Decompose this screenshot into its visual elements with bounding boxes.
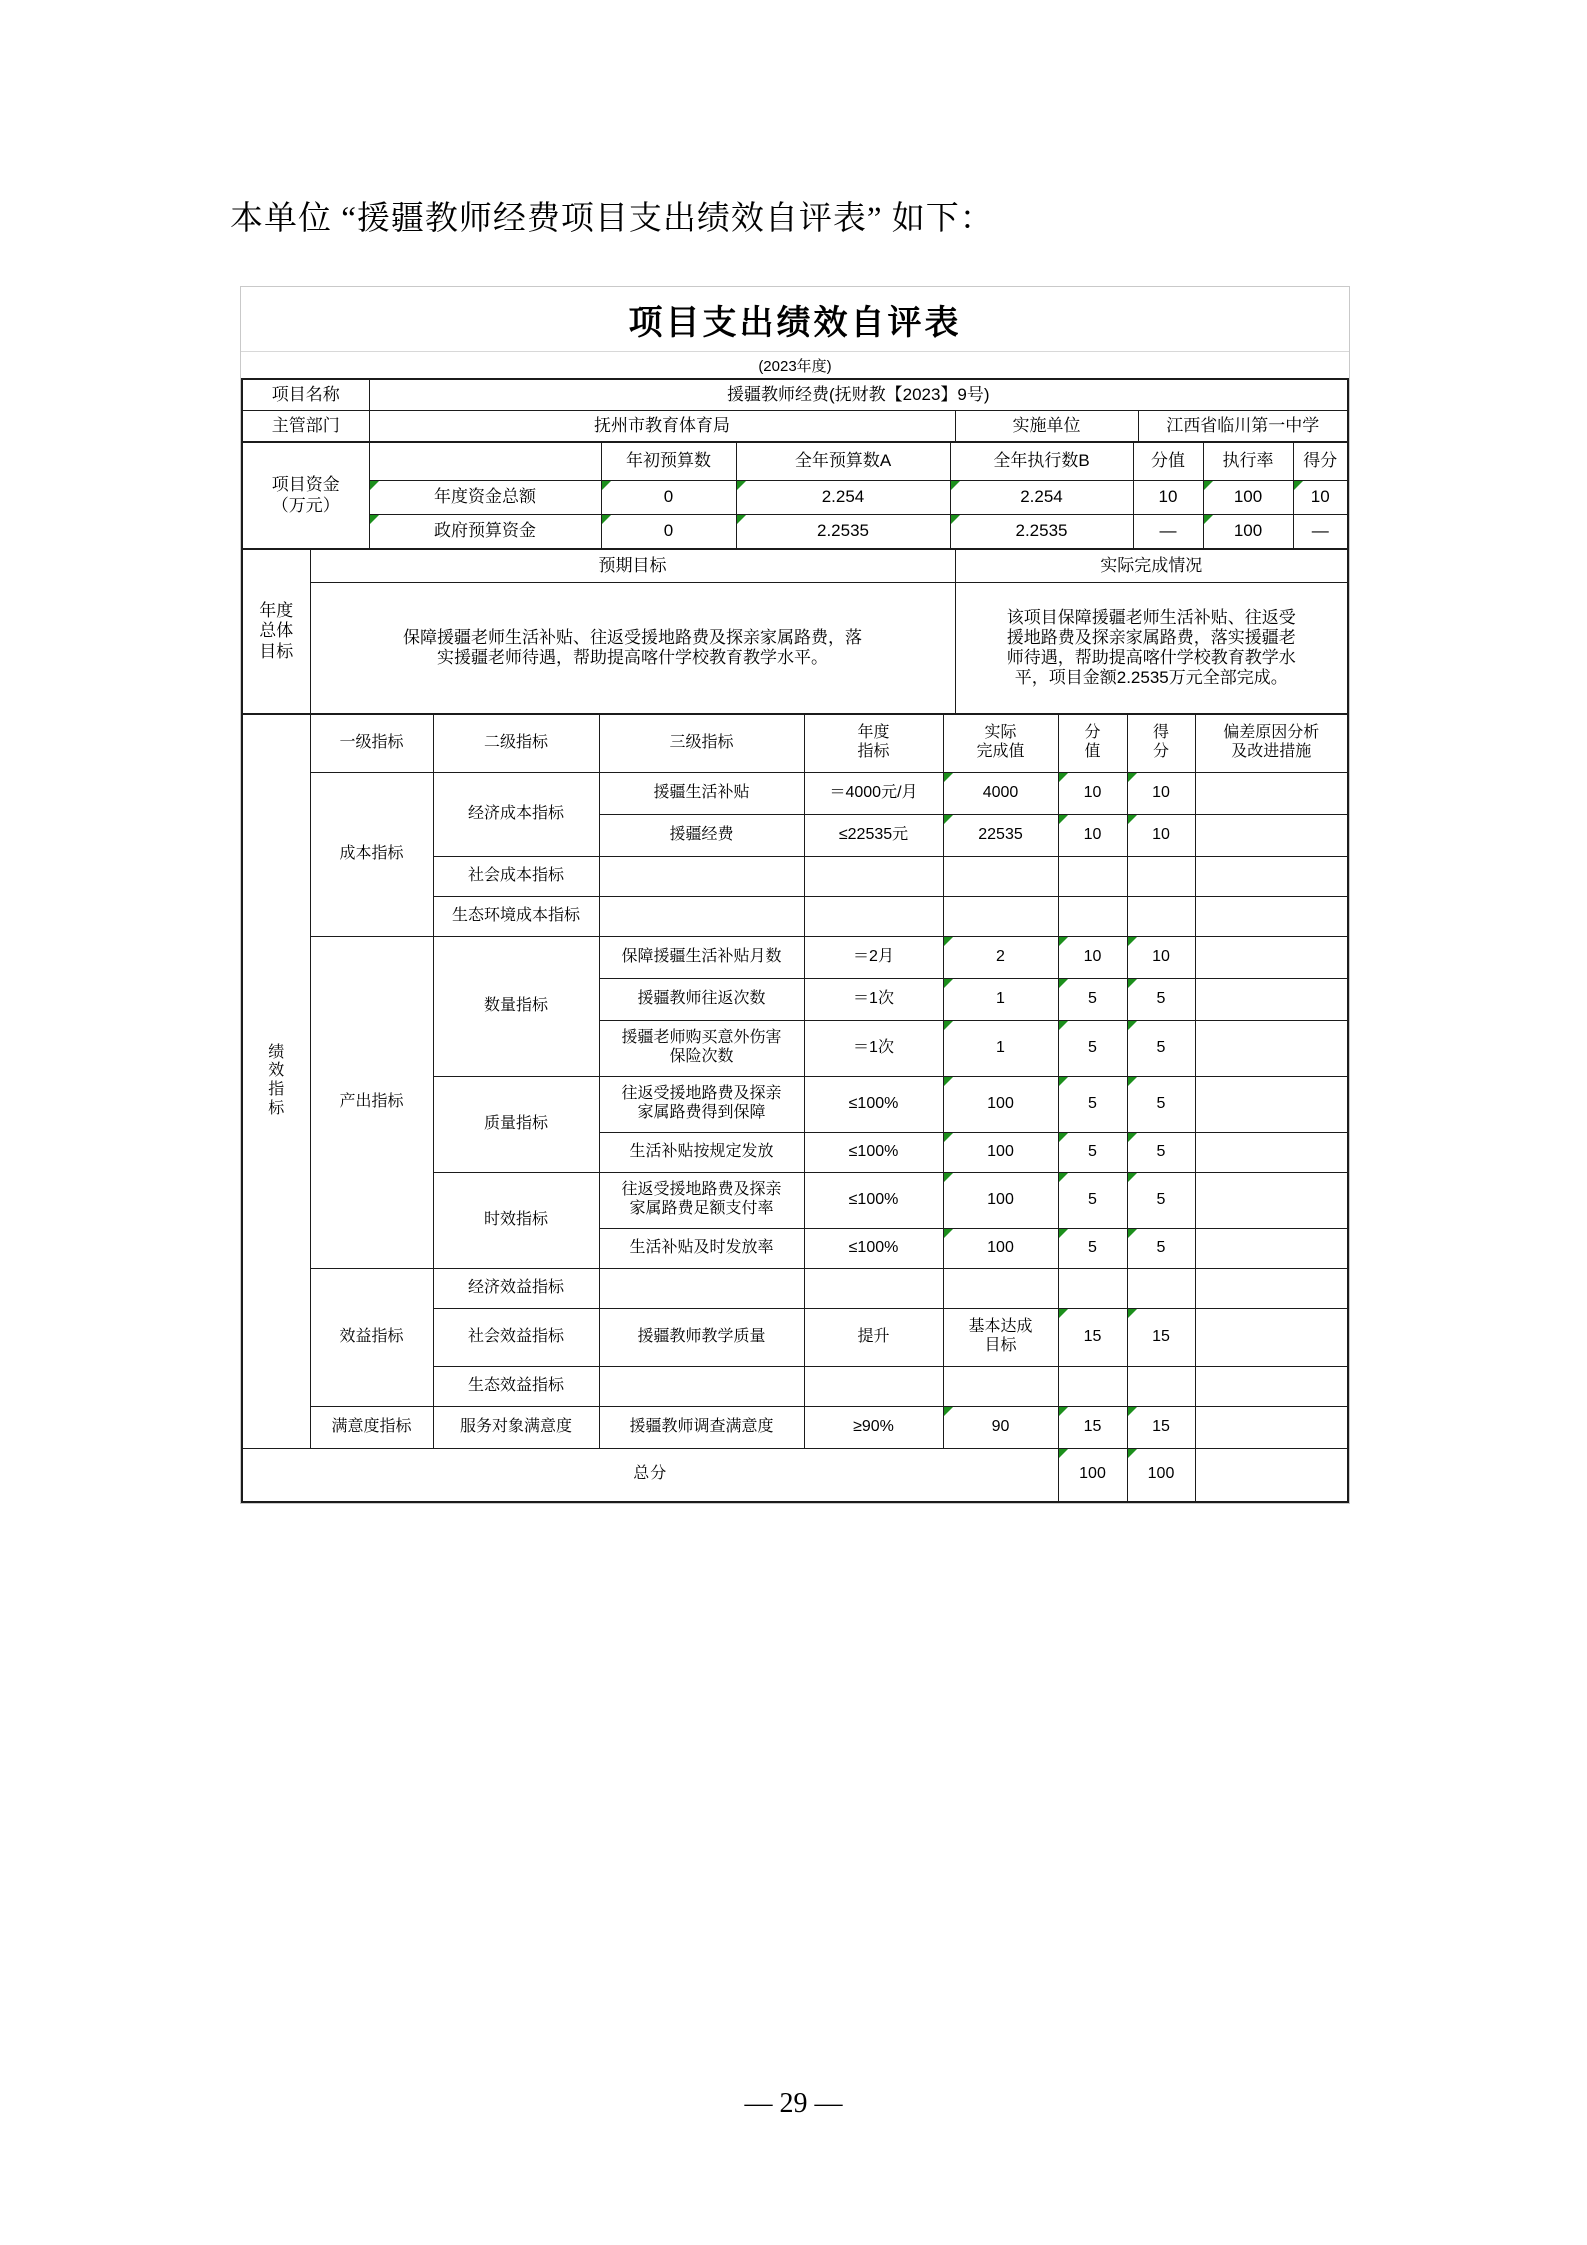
- excel-flag-icon: [1128, 1407, 1137, 1416]
- table-cell: 实际 完成值: [943, 714, 1058, 772]
- table-row: [242, 379, 1348, 410]
- table-cell: 5: [1127, 1020, 1195, 1076]
- table-cell: 5: [1127, 1076, 1195, 1132]
- table-cell: 生活补贴按规定发放: [599, 1132, 804, 1172]
- table-cell: [369, 442, 601, 480]
- table-cell: 预期目标: [310, 549, 955, 582]
- excel-flag-icon: [944, 1021, 953, 1030]
- excel-flag-icon: [1204, 481, 1213, 490]
- table-cell: 得分: [1293, 442, 1348, 480]
- excel-flag-icon: [944, 1229, 953, 1238]
- table-cell: [943, 856, 1058, 896]
- table-cell: 10: [1127, 814, 1195, 856]
- table-cell: 2.2535: [736, 514, 950, 549]
- excel-flag-icon: [1128, 1449, 1137, 1458]
- table-cell: 10: [1293, 480, 1348, 514]
- table-cell: 2.254: [736, 480, 950, 514]
- self-evaluation-table: [240, 286, 1350, 1504]
- table-cell: ≥90%: [804, 1406, 943, 1448]
- annual-goal-table: [241, 548, 1349, 715]
- table-cell: 15: [1058, 1308, 1127, 1366]
- table-cell: 得 分: [1127, 714, 1195, 772]
- info-table: [241, 378, 1349, 443]
- table-cell: 效益指标: [310, 1268, 433, 1406]
- table-cell: 100: [1203, 514, 1293, 549]
- table-cell: [1195, 1020, 1348, 1076]
- table-cell: 5: [1058, 1172, 1127, 1228]
- table-row: [242, 442, 1348, 480]
- table-cell: [1195, 978, 1348, 1020]
- table-cell: [1195, 1366, 1348, 1406]
- table-cell: ≤100%: [804, 1172, 943, 1228]
- table-cell: 5: [1127, 978, 1195, 1020]
- table-cell: [1195, 856, 1348, 896]
- table-cell: —: [1133, 514, 1203, 549]
- excel-flag-icon: [602, 481, 611, 490]
- table-cell: ≤100%: [804, 1076, 943, 1132]
- table-cell: 往返受援地路费及探亲 家属路费足额支付率: [599, 1172, 804, 1228]
- table-cell: [1195, 1076, 1348, 1132]
- excel-flag-icon: [1059, 773, 1068, 782]
- table-row: [242, 714, 1348, 772]
- table-cell: 5: [1127, 1172, 1195, 1228]
- excel-flag-icon: [737, 515, 746, 524]
- table-cell: 2: [943, 936, 1058, 978]
- page-number: — 29 —: [744, 2088, 843, 2119]
- table-cell: [1058, 856, 1127, 896]
- table-cell: 保障援疆老师生活补贴、往返受援地路费及探亲家属路费，落 实援疆老师待遇，帮助提高喀什学校教育教学水平。: [310, 582, 955, 714]
- excel-flag-icon: [1128, 1173, 1137, 1182]
- excel-flag-icon: [944, 1133, 953, 1142]
- excel-flag-icon: [1059, 815, 1068, 824]
- table-cell: —: [1293, 514, 1348, 549]
- table-cell: 往返受援地路费及探亲 家属路费得到保障: [599, 1076, 804, 1132]
- table-cell: 15: [1127, 1406, 1195, 1448]
- table-cell: [804, 1268, 943, 1308]
- table-cell: 0: [601, 514, 736, 549]
- table-cell: [804, 896, 943, 936]
- excel-flag-icon: [1128, 773, 1137, 782]
- table-cell: 100: [1127, 1448, 1195, 1502]
- table-cell: 年度资金总额: [369, 480, 601, 514]
- table-cell: 生态环境成本指标: [433, 896, 599, 936]
- excel-flag-icon: [1128, 1021, 1137, 1030]
- table-cell: 成本指标: [310, 772, 433, 936]
- table-cell: [1195, 936, 1348, 978]
- table-cell: 5: [1058, 1228, 1127, 1268]
- table-row: [242, 514, 1348, 549]
- table-cell: 二级指标: [433, 714, 599, 772]
- table-cell: 提升: [804, 1308, 943, 1366]
- table-cell: 绩 效 指 标: [242, 714, 310, 1448]
- excel-flag-icon: [1128, 979, 1137, 988]
- table-cell: 服务对象满意度: [433, 1406, 599, 1448]
- table-cell: 10: [1058, 936, 1127, 978]
- table-cell: 时效指标: [433, 1172, 599, 1268]
- table-row: [242, 549, 1348, 582]
- table-cell: 10: [1058, 814, 1127, 856]
- excel-flag-icon: [1294, 481, 1303, 490]
- table-cell: 社会成本指标: [433, 856, 599, 896]
- table-cell: 分值: [1133, 442, 1203, 480]
- table-cell: [1127, 1366, 1195, 1406]
- table-cell: 10: [1127, 772, 1195, 814]
- table-row: [242, 480, 1348, 514]
- table-cell: [1127, 1268, 1195, 1308]
- table-cell: 全年预算数A: [736, 442, 950, 480]
- table-cell: 主管部门: [242, 410, 369, 442]
- table-cell: [1058, 1366, 1127, 1406]
- table-cell: ＝2月: [804, 936, 943, 978]
- excel-flag-icon: [944, 1077, 953, 1086]
- funding-table: [241, 441, 1349, 550]
- excel-flag-icon: [1059, 979, 1068, 988]
- table-cell: 2.254: [950, 480, 1133, 514]
- table-cell: [1195, 772, 1348, 814]
- table-cell: 援疆教师往返次数: [599, 978, 804, 1020]
- table-cell: 年初预算数: [601, 442, 736, 480]
- table-cell: 产出指标: [310, 936, 433, 1268]
- table-cell: 全年执行数B: [950, 442, 1133, 480]
- table-cell: 实施单位: [955, 410, 1138, 442]
- table-cell: 分 值: [1058, 714, 1127, 772]
- table-cell: 政府预算资金: [369, 514, 601, 549]
- excel-flag-icon: [944, 1173, 953, 1182]
- excel-flag-icon: [1059, 1407, 1068, 1416]
- table-cell: ≤100%: [804, 1132, 943, 1172]
- table-cell: 总分: [242, 1448, 1058, 1502]
- table-cell: 经济成本指标: [433, 772, 599, 856]
- table-row: [242, 772, 1348, 814]
- table-cell: [1195, 1406, 1348, 1448]
- table-cell: 100: [943, 1228, 1058, 1268]
- excel-flag-icon: [944, 1407, 953, 1416]
- excel-flag-icon: [1059, 1229, 1068, 1238]
- table-cell: 生活补贴及时发放率: [599, 1228, 804, 1268]
- excel-flag-icon: [944, 773, 953, 782]
- table-cell: 15: [1058, 1406, 1127, 1448]
- excel-flag-icon: [1128, 1077, 1137, 1086]
- table-cell: 满意度指标: [310, 1406, 433, 1448]
- table-cell: 保障援疆生活补贴月数: [599, 936, 804, 978]
- table-cell: [804, 856, 943, 896]
- table-cell: 1: [943, 978, 1058, 1020]
- table-cell: ＝1次: [804, 1020, 943, 1076]
- table-cell: [1195, 814, 1348, 856]
- table-cell: [1195, 1172, 1348, 1228]
- excel-flag-icon: [1059, 937, 1068, 946]
- table-row: [242, 936, 1348, 978]
- table-cell: 项目名称: [242, 379, 369, 410]
- table-cell: 10: [1058, 772, 1127, 814]
- table-cell: 100: [943, 1132, 1058, 1172]
- table-cell: 数量指标: [433, 936, 599, 1076]
- table-cell: 援疆教师调查满意度: [599, 1406, 804, 1448]
- excel-flag-icon: [944, 937, 953, 946]
- table-cell: 抚州市教育体育局: [369, 410, 955, 442]
- table-cell: [1127, 856, 1195, 896]
- excel-flag-icon: [951, 481, 960, 490]
- table-subtitle: (2023年度): [758, 357, 832, 375]
- table-cell: 1: [943, 1020, 1058, 1076]
- table-cell: ＝4000元/月: [804, 772, 943, 814]
- table-cell: [599, 1268, 804, 1308]
- excel-flag-icon: [1059, 1133, 1068, 1142]
- table-row: [242, 1268, 1348, 1308]
- table-cell: 100: [943, 1076, 1058, 1132]
- table-cell: 实际完成情况: [955, 549, 1348, 582]
- excel-flag-icon: [737, 481, 746, 490]
- table-cell: 5: [1058, 1020, 1127, 1076]
- excel-flag-icon: [1128, 937, 1137, 946]
- table-cell: 该项目保障援疆老师生活补贴、往返受 援地路费及探亲家属路费，落实援疆老 师待遇，帮助提高喀什学校教育教学水 平，项目金额2.2535万元全部完成。: [955, 582, 1348, 714]
- table-cell: 15: [1127, 1308, 1195, 1366]
- table-cell: 5: [1127, 1228, 1195, 1268]
- excel-flag-icon: [370, 481, 379, 490]
- table-cell: [943, 896, 1058, 936]
- table-cell: 4000: [943, 772, 1058, 814]
- excel-flag-icon: [1128, 1229, 1137, 1238]
- table-cell: [1058, 896, 1127, 936]
- table-cell: ＝1次: [804, 978, 943, 1020]
- table-cell: ≤22535元: [804, 814, 943, 856]
- table-cell: 援疆教师教学质量: [599, 1308, 804, 1366]
- excel-flag-icon: [1059, 1173, 1068, 1182]
- table-cell: 质量指标: [433, 1076, 599, 1172]
- table-cell: 执行率: [1203, 442, 1293, 480]
- table-cell: [804, 1366, 943, 1406]
- table-cell: 90: [943, 1406, 1058, 1448]
- table-cell: [1195, 1132, 1348, 1172]
- table-cell: 5: [1058, 978, 1127, 1020]
- table-cell: [1195, 896, 1348, 936]
- table-cell: 江西省临川第一中学: [1138, 410, 1348, 442]
- table-cell: 10: [1133, 480, 1203, 514]
- excel-flag-icon: [370, 515, 379, 524]
- excel-flag-icon: [1128, 1133, 1137, 1142]
- table-cell: 援疆教师经费(抚财教【2023】9号): [369, 379, 1348, 410]
- table-row: [242, 1448, 1348, 1502]
- table-cell: ≤100%: [804, 1228, 943, 1268]
- excel-flag-icon: [951, 515, 960, 524]
- table-cell: 5: [1058, 1132, 1127, 1172]
- table-cell: 援疆老师购买意外伤害 保险次数: [599, 1020, 804, 1076]
- table-cell: 基本达成 目标: [943, 1308, 1058, 1366]
- table-cell: 5: [1058, 1076, 1127, 1132]
- table-cell: 援疆经费: [599, 814, 804, 856]
- table-cell: [1058, 1268, 1127, 1308]
- table-cell: [1195, 1268, 1348, 1308]
- table-cell: [1127, 896, 1195, 936]
- table-cell: 援疆生活补贴: [599, 772, 804, 814]
- table-cell: [1195, 1308, 1348, 1366]
- table-cell: 项目资金 （万元）: [242, 442, 369, 549]
- table-cell: 生态效益指标: [433, 1366, 599, 1406]
- table-cell: 0: [601, 480, 736, 514]
- table-cell: 2.2535: [950, 514, 1133, 549]
- indicators-table: [241, 713, 1349, 1503]
- table-cell: [1195, 1228, 1348, 1268]
- table-cell: [1195, 1448, 1348, 1502]
- excel-flag-icon: [944, 979, 953, 988]
- table-cell: [599, 1366, 804, 1406]
- table-cell: 100: [943, 1172, 1058, 1228]
- table-cell: 三级指标: [599, 714, 804, 772]
- excel-flag-icon: [1128, 1309, 1137, 1318]
- excel-flag-icon: [1128, 815, 1137, 824]
- table-cell: 22535: [943, 814, 1058, 856]
- table-cell: 社会效益指标: [433, 1308, 599, 1366]
- excel-flag-icon: [1059, 1021, 1068, 1030]
- table-cell: 年度 总体 目标: [242, 549, 310, 714]
- table-cell: 10: [1127, 936, 1195, 978]
- table-row: [242, 1406, 1348, 1448]
- table-row: [242, 582, 1348, 714]
- table-cell: [599, 896, 804, 936]
- document-heading: 本单位 “援疆教师经费项目支出绩效自评表” 如下：: [230, 201, 994, 237]
- excel-flag-icon: [1059, 1309, 1068, 1318]
- table-cell: 一级指标: [310, 714, 433, 772]
- excel-flag-icon: [1204, 515, 1213, 524]
- excel-flag-icon: [944, 815, 953, 824]
- excel-flag-icon: [1059, 1449, 1068, 1458]
- table-cell: 5: [1127, 1132, 1195, 1172]
- excel-flag-icon: [1059, 1077, 1068, 1086]
- table-cell: 经济效益指标: [433, 1268, 599, 1308]
- table-cell: 100: [1058, 1448, 1127, 1502]
- table-title: 项目支出绩效自评表: [241, 287, 1349, 352]
- excel-flag-icon: [602, 515, 611, 524]
- table-cell: [943, 1268, 1058, 1308]
- table-cell: 100: [1203, 480, 1293, 514]
- table-row: [242, 410, 1348, 442]
- table-cell: [599, 856, 804, 896]
- table-cell: 年度 指标: [804, 714, 943, 772]
- table-cell: 偏差原因分析 及改进措施: [1195, 714, 1348, 772]
- table-cell: [943, 1366, 1058, 1406]
